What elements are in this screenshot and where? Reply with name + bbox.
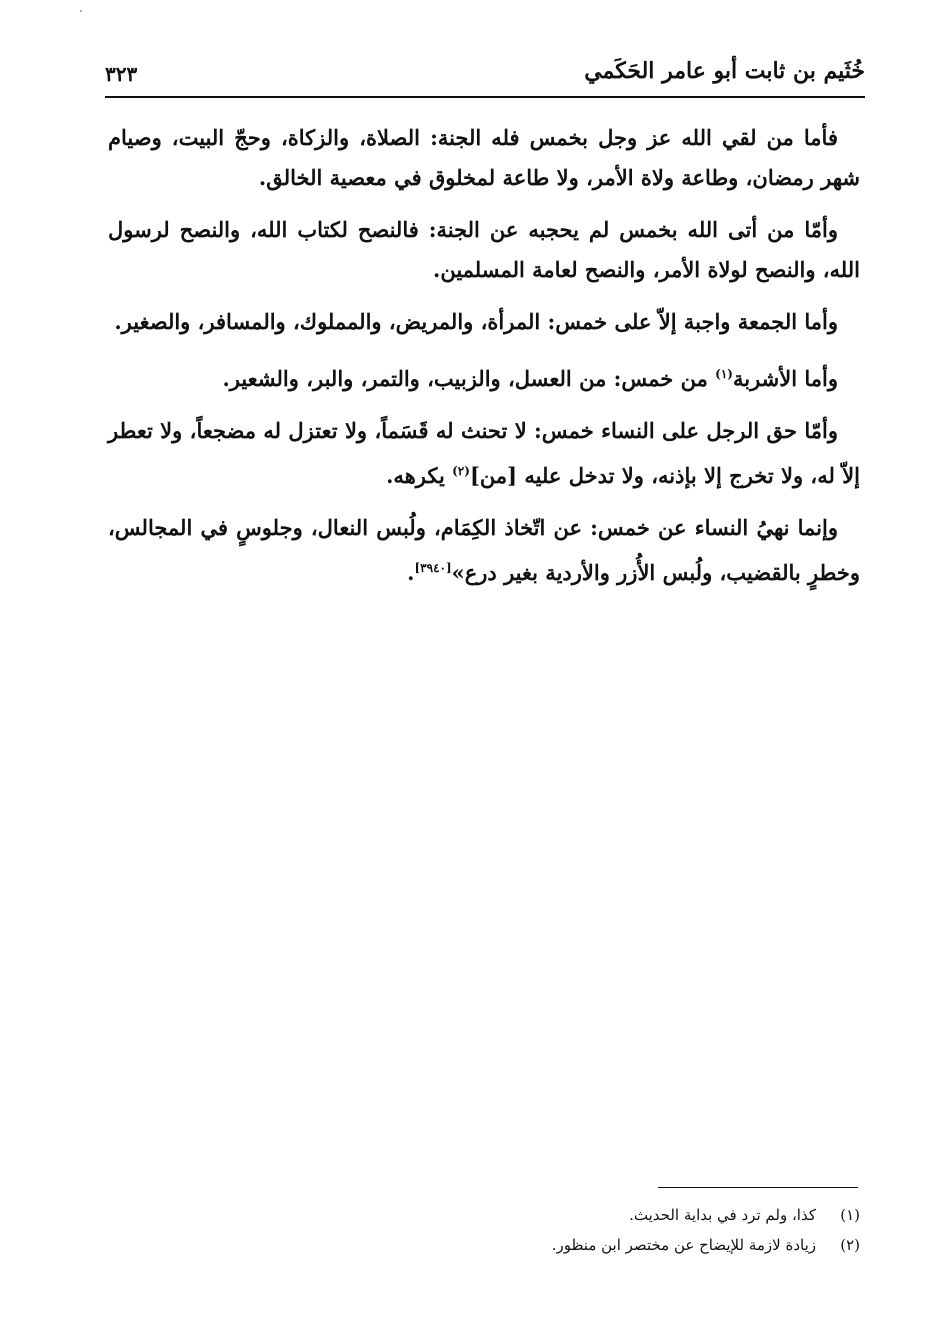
paragraph-text: وإنما نهيُ النساء عن خمس: عن اتّخاذ الكِمَام، ولُبس النعال، وجلوسٍ في المجالس، وخطرٍ بالقضيب، ولُبس الأُزر والأردية بغير درع» bbox=[108, 515, 860, 585]
paragraph: وأما الجمعة واجبة إلاّ على خمس: المرأة، والمريض، والمملوك، والمسافر، والصغير. bbox=[114, 309, 838, 334]
paragraph-text: وأمّا حق الرجل على النساء خمس: لا تحنث له قَسَماً، ولا تعتزل له مضجعاً، ولا تعطر إلاّ له، ولا تخرج إلا بإذنه، ولا تدخل عليه [من] bbox=[108, 418, 860, 488]
paragraph-text: من خمس: من العسل، والزبيب، والتمر، والبر، والشعير. bbox=[222, 366, 716, 391]
paragraph bbox=[108, 411, 860, 496]
paragraph: وأمّا من أتى الله بخمس لم يحجبه عن الجنة: فالنصح لكتاب الله، والنصح لرسول الله، والنصح لولاة الأمر، والنصح لعامة المسلمين. bbox=[108, 217, 860, 282]
footnote bbox=[108, 1200, 860, 1230]
page-header bbox=[105, 52, 865, 98]
footnote-marker[interactable]: (١) bbox=[715, 367, 733, 381]
reference-marker: [٣٩٤٠] bbox=[414, 561, 452, 575]
footnote-number: (٢) bbox=[840, 1236, 860, 1254]
paragraph-text: وأما الأشربة bbox=[732, 366, 838, 391]
paragraph-text: . bbox=[407, 560, 415, 585]
running-title: خُثَيم بن ثابت أبو عامر الحَكَمي bbox=[584, 58, 865, 84]
footnote-marker[interactable]: (٢) bbox=[452, 464, 470, 478]
footnote bbox=[108, 1230, 860, 1260]
page-number: ٣٢٣ bbox=[105, 62, 138, 86]
footnote-number: (١) bbox=[840, 1206, 860, 1224]
footnote-text: زيادة لازمة للإيضاح عن مختصر ابن منظور. bbox=[551, 1236, 816, 1254]
paragraph-text: يكرهه. bbox=[386, 463, 453, 488]
footnote-text: كذا، ولم ترد في بداية الحديث. bbox=[629, 1206, 816, 1224]
paragraph bbox=[108, 354, 860, 399]
body-text bbox=[108, 118, 860, 605]
paragraph: فأما من لقي الله عز وجل بخمس فله الجنة: الصلاة، والزكاة، وحجّ البيت، وصيام شهر رمضان، وطاعة ولاة الأمر، ولا طاعة لمخلوق في معصية الخالق. bbox=[108, 125, 860, 190]
paragraph bbox=[108, 508, 860, 593]
footnotes bbox=[108, 1200, 860, 1260]
scan-speck bbox=[80, 10, 82, 12]
footnote-divider bbox=[658, 1187, 858, 1188]
